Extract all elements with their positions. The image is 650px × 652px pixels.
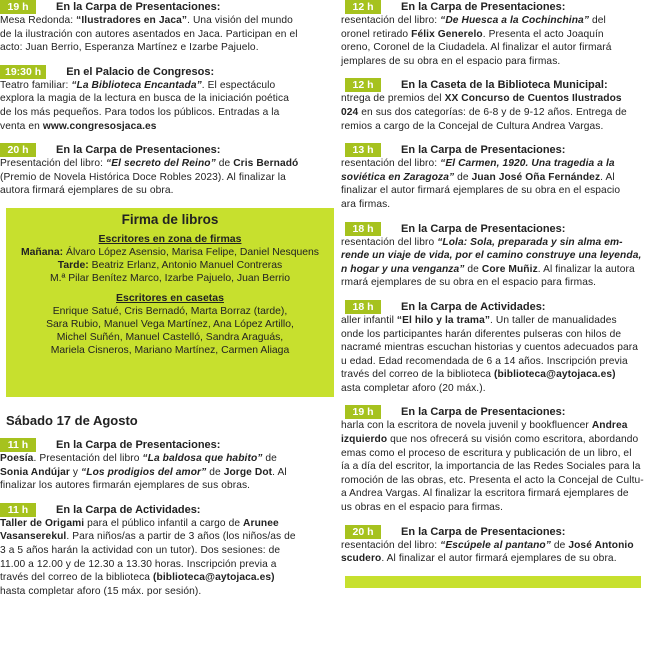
text-run: Beatriz Erlanz, Antonio Manuel Contreras [91,260,283,272]
text-run: en sus dos categorías: de 6-8 y de 9-12 años. Entrega de [358,106,627,118]
text-run: “Escúpele al pantano” [440,539,551,551]
text-run: explora la magia de la lectura en busca de la iniciación poética [0,93,289,105]
text-run: venta en [0,120,43,132]
text-run: oreno, Coronel de la Ciudadela. Al finalizar el autor firmará [341,42,612,54]
text-run: . El espectáculo [201,79,276,91]
text-line [0,452,334,466]
text-run: ara firmas. [341,198,391,210]
event-header [345,525,647,539]
text-run: 024 [341,106,359,118]
event-header [345,78,647,92]
time-badge: 18 h [345,300,381,314]
text-line [341,171,647,185]
event-header [345,300,647,314]
left-events-top [0,0,334,198]
text-run: Félix Generelo [411,28,483,40]
text-run: a Andrea Vargas. Al finalizar la escritora firmará ejemplares de [341,488,629,500]
text-line [341,92,647,106]
time-badge: 19 h [0,0,36,14]
event-header [0,143,334,157]
text-line [0,41,334,55]
event-item [0,65,334,133]
venue-label: En la Carpa de Presentaciones: [56,144,221,157]
time-badge: 19 h [345,405,381,419]
time-badge: 20 h [345,525,381,539]
text-run: Core Muñiz [481,263,538,275]
event-item [341,0,647,68]
text-line [341,263,647,277]
text-run: de [215,158,234,170]
text-run: Taller de Origami [0,517,85,529]
text-line [0,14,334,28]
event-item [341,78,647,133]
text-run: de [206,466,224,478]
event-item [341,143,647,211]
text-line [341,447,647,461]
text-line [341,236,647,250]
text-run: finalizar el autor firmará ejemplares de su obra en el espacio [341,185,621,197]
venue-label: En la Carpa de Presentaciones: [56,438,221,451]
text-run: scudero [341,553,382,565]
text-run: resentación del libro: [341,158,441,170]
zone-writers [6,246,334,286]
text-run: (biblioteca@aytojaca.es) [153,572,275,584]
text-line [0,571,334,585]
event-item [341,300,647,396]
text-run: M.ª Pilar Benítez Marco, Izarbe Pajuelo, Juan Berrio [49,273,291,285]
text-run: romoción de las obras, etc. Presenta el acto la Concejal de Cultu- [341,474,644,486]
text-line [341,433,647,447]
text-run: “La Biblioteca Encantada” [71,79,202,91]
event-item [0,438,334,493]
right-events [341,0,647,566]
text-run: . Al finalizar la autora [537,263,635,275]
text-run: José Antonio [568,539,634,551]
text-run: . Al finalizar el autor firmará ejemplares de su obra. [381,553,617,565]
text-run: “El secreto del Reino” [106,158,216,170]
text-run: . Para niños/as a partir de 3 años (los niños/as de [66,531,296,543]
text-run: u edad. Edad recomendada de 6 a 14 años. Inscripción previa [341,355,628,367]
event-header [345,143,647,157]
text-run: de la ilustración con autores asentados en Jaca. Participan en el [0,28,298,40]
text-run: de los más pequeños. Para todos los públicos. Entradas a la [0,106,280,118]
event-body [0,14,334,55]
text-run: (biblioteca@aytojaca.es) [494,369,616,381]
text-run: us obras en el espacio para firmas. [341,502,504,514]
text-line [0,466,334,480]
text-run: . Presenta el acto Joaquín [482,28,604,40]
caseta-title: Escritores en casetas [116,291,224,304]
text-line [341,157,647,171]
text-run: XX Concurso de Cuentos Ilustrados [444,93,622,105]
text-run: 3 a 5 años harán la actividad con un tutor). Dos sesiones: de [0,544,281,556]
text-line [341,198,647,212]
event-body [341,539,647,566]
text-line [341,14,647,28]
venue-label: En la Carpa de Presentaciones: [401,1,566,13]
text-run: Arunee [243,517,279,529]
event-header [345,0,647,14]
text-line [341,55,647,69]
text-run: onde los participantes harán diferentes pulseras con hilos de [341,328,622,340]
text-run: acto: Juan Berrio, Esperanza Martínez e Izarbe Pajuelo. [0,42,259,54]
text-run: Poesía [0,452,34,464]
event-header [345,222,647,236]
text-line [341,419,647,433]
writer-line: Mariela Cisneros, Mariano Martínez, Carmen Aliaga [50,345,290,357]
text-run: jemplares de su obra en el espacio para firmas. [341,55,561,67]
text-line [341,474,647,488]
text-line [0,558,334,572]
text-line [341,487,647,501]
venue-label: En el Palacio de Congresos: [66,65,215,78]
event-body [0,452,334,493]
text-line [0,157,334,171]
text-run: de [262,452,277,464]
writer-line: Enrique Satué, Cris Bernadó, Marta Borraz (tarde), [52,305,288,317]
text-run: resentación del libro [341,236,438,248]
venue-label: En la Carpa de Presentaciones: [56,1,221,13]
text-line [341,552,647,566]
time-badge: 19:30 h [0,65,46,79]
firma-de-libros-panel [6,208,334,397]
text-run: de [464,263,482,275]
text-run: “La baldosa que habito” [142,452,263,464]
text-run: 11.00 a 12.00 y de 12.30 a 13.30 horas. Inscripción previa a [0,558,277,570]
firma-title: Firma de libros [121,211,219,227]
text-line [341,539,647,553]
text-run: Mañana: [20,246,67,258]
text-line [341,28,647,42]
text-run: Mesa Redonda: [0,15,77,26]
venue-label: En la Carpa de Presentaciones: [401,525,566,538]
text-line [341,341,647,355]
event-header [345,405,647,419]
venue-label: En la Carpa de Presentaciones: [401,222,566,235]
text-run: emas como el proceso de escritura y publicación de un libro, el [341,447,632,459]
event-item [341,405,647,514]
text-run: Juan José Oña Fernández [471,171,601,183]
text-line [341,184,647,198]
text-run: izquierdo [341,434,388,446]
text-run: para el público infantil a cargo de [84,517,244,529]
text-run: Cris Bernadó [233,158,299,170]
text-run: . Una visión del mundo [187,15,293,26]
event-item [0,143,334,198]
caseta-writers [6,305,334,358]
text-line [0,79,334,93]
time-badge: 13 h [345,143,381,157]
event-body [341,314,647,396]
text-line [341,460,647,474]
event-body [341,157,647,211]
text-line [341,276,647,290]
text-run: n hogar y una venganza” [341,263,465,275]
text-run: www.congresosjaca.es [42,120,157,132]
text-line [0,28,334,42]
event-header [0,503,334,517]
text-line [341,106,647,120]
text-run: Andrea [591,420,628,432]
text-run: Teatro familiar: [0,79,72,91]
event-body [341,236,647,290]
text-run: nacramé mientras escuchan historias y cuentos adecuados para [341,342,639,354]
event-item [341,525,647,566]
venue-label: En la Caseta de la Biblioteca Municipal: [401,79,608,92]
event-item [0,0,334,55]
event-body [341,92,647,133]
text-line [341,355,647,369]
event-header [0,0,334,14]
time-badge: 11 h [0,438,36,452]
left-events-bottom [0,438,334,598]
event-body [341,419,647,514]
event-item [0,503,334,599]
text-run: remios a cargo de la Concejal de Cultura Andrea Vargas. [341,120,604,132]
text-run: soviética en Zaragoza” [341,171,455,183]
text-run: “Lola: Sola, preparada y sin alma em- [437,236,623,248]
text-run: “Ilustradores en Jaca” [76,15,188,26]
time-badge: 12 h [345,0,381,14]
text-run: Tarde: [57,260,92,272]
text-run: rende un viaje de vida, por el camino construye una leyenda, [341,250,642,262]
text-run: Presentación del libro: [0,158,107,170]
text-run: (Premio de Novela Histórica Doce Robles 2023). Al finalizar la [0,171,286,183]
text-run: Jorge Dot [223,466,273,478]
text-run: . Al [272,466,287,478]
day-heading: Sábado 17 de Agosto [6,412,138,428]
writer-line: Michel Suñén, Manuel Castelló, Sandra Araguás, [56,331,284,343]
text-line [0,517,334,531]
event-body [0,517,334,599]
text-run: “El Carmen, 1920. Una tragedia a la [440,158,615,170]
text-run: oronel retirado [341,28,412,40]
text-line [0,479,334,493]
text-run: autora firmará ejemplares de su obra. [0,185,174,197]
text-line [341,314,647,328]
text-run: hasta completar aforo (15 máx. por sesión). [0,585,202,597]
text-run: del [589,15,606,26]
venue-label: En la Carpa de Presentaciones: [401,406,566,419]
text-line [0,585,334,599]
event-body [0,157,334,198]
text-run: resentación del libro: [341,539,441,551]
text-run: de [454,171,472,183]
text-run: rmará ejemplares de su obra en el espacio para firmas. [341,277,597,289]
time-badge: 18 h [345,222,381,236]
text-line [341,249,647,263]
zone-title: Escritores en zona de firmas [98,232,242,245]
text-run: “El hilo y la trama” [396,314,491,326]
text-line [0,171,334,185]
text-run: resentación del libro: [341,15,441,26]
text-line [341,382,647,396]
text-line [0,530,334,544]
text-line [341,41,647,55]
time-badge: 20 h [0,143,36,157]
left-column [0,0,334,608]
text-line [341,328,647,342]
text-run: Sonia Andújar [0,466,70,478]
text-run: “Los prodigios del amor” [81,466,207,478]
text-run: harla con la escritora de novela juvenil y bookfluencer [341,420,592,432]
text-run: Álvaro López Asensio, Marisa Felipe, Daniel Nesquens [66,246,320,258]
text-run: asta completar aforo (20 máx.). [341,382,486,394]
text-line [0,120,334,134]
event-body [0,79,334,133]
text-run: través del correo de la biblioteca [0,572,153,584]
writer-line: Sara Rubio, Manuel Vega Martínez, Ana López Artillo, [46,318,294,330]
text-line [0,544,334,558]
text-run: y [69,466,82,478]
text-line [341,120,647,134]
text-run: ntrega de premios del [341,93,445,105]
text-run: de [550,539,569,551]
text-run: ía a día del escritor, la importancia de las Redes Sociales para la [341,461,641,473]
writer-line [6,259,334,272]
text-run: través del correo de la biblioteca [341,369,494,381]
time-badge: 12 h [345,78,381,92]
text-run: aller infantil [341,314,397,326]
venue-label: En la Carpa de Actividades: [401,300,546,313]
text-run: finalizar los autores firmarán ejemplares de sus obras. [0,480,251,492]
venue-label: En la Carpa de Presentaciones: [401,144,566,157]
text-run: . Un taller de manualidades [490,314,617,326]
venue-label: En la Carpa de Actividades: [56,503,201,516]
text-line [0,106,334,120]
event-header [0,65,334,79]
event-body [341,14,647,68]
text-run: . Al [600,171,615,183]
event-header [0,438,334,452]
event-item [341,222,647,290]
text-line [0,92,334,106]
time-badge: 11 h [0,503,36,517]
green-bar [345,576,641,588]
right-column [341,0,647,588]
text-run: . Presentación del libro [33,452,143,464]
writer-line [6,246,334,259]
text-run: que nos ofrecerá su visión como escritora, abordando [387,434,639,446]
text-run: “De Huesca a la Cochinchina” [440,15,590,26]
text-line [0,184,334,198]
writer-line [6,272,334,285]
text-line [341,368,647,382]
text-line [341,501,647,515]
text-run: Vasanserekul [0,531,67,543]
